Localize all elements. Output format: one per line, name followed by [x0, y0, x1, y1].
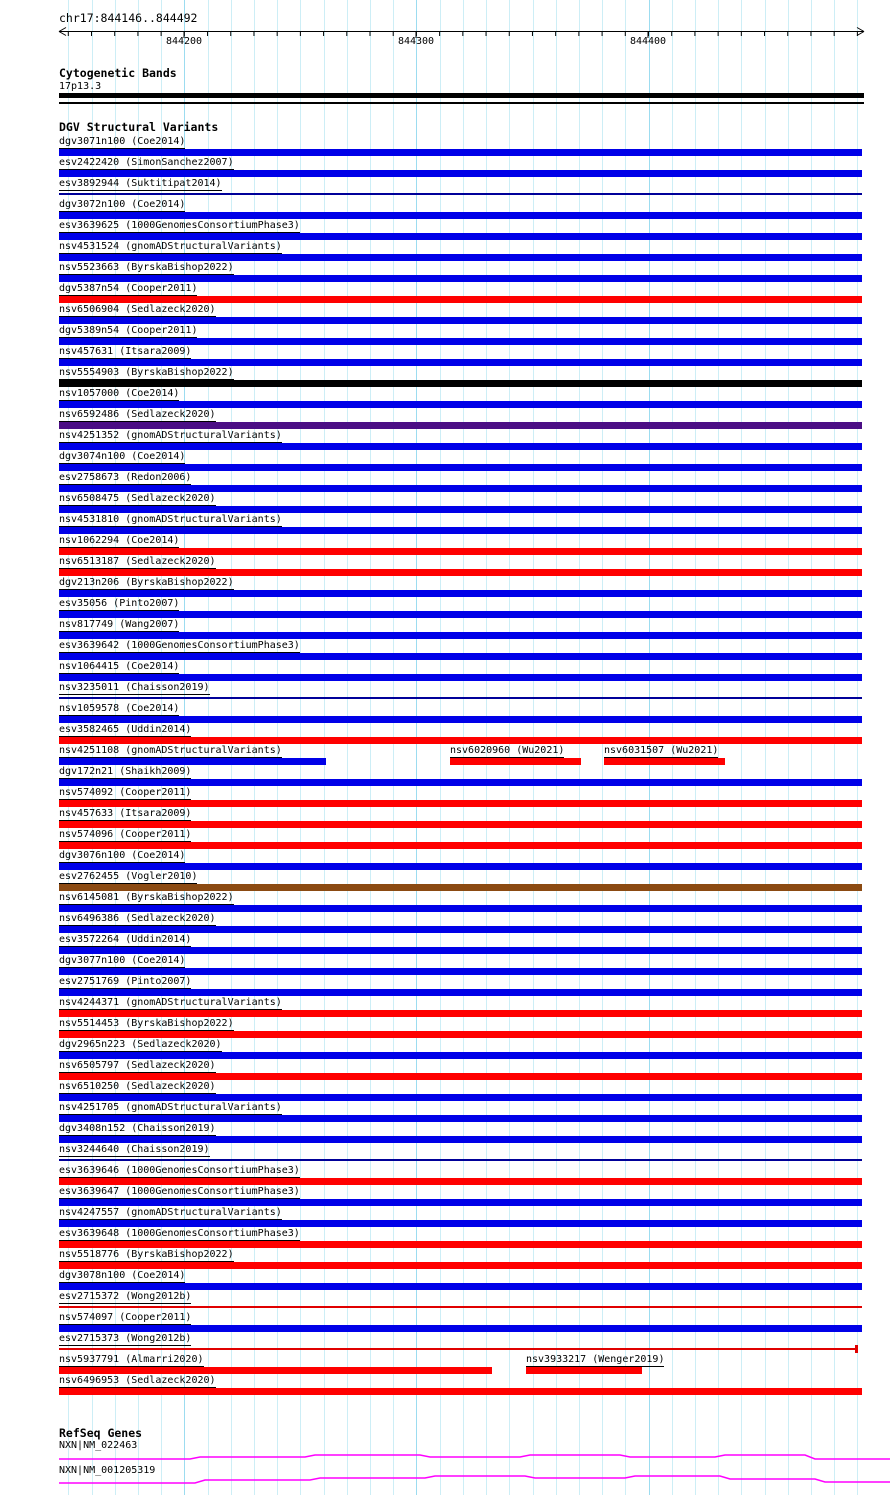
variant-bar[interactable]: [59, 779, 862, 786]
variant-bar[interactable]: [59, 716, 862, 723]
variant-bar[interactable]: [59, 527, 862, 534]
variant-bar[interactable]: [59, 359, 862, 366]
ruler-tick-label: 844300: [397, 36, 435, 47]
variant-bar[interactable]: [59, 800, 862, 807]
variant-bar[interactable]: [59, 1031, 862, 1038]
variant-bar[interactable]: [59, 989, 862, 996]
variant-label[interactable]: dgv5387n54 (Cooper2011): [59, 283, 198, 294]
variant-label[interactable]: dgv213n206 (ByrskaBishop2022): [59, 577, 234, 588]
variant-bar[interactable]: [59, 548, 862, 555]
variant-bar[interactable]: [59, 317, 862, 324]
variant-bar[interactable]: [59, 947, 862, 954]
variant-bar[interactable]: [59, 193, 862, 195]
variant-label[interactable]: esv35056 (Pinto2007): [59, 598, 180, 609]
variant-bar[interactable]: [59, 611, 862, 618]
variant-bar[interactable]: [526, 1367, 642, 1374]
variant-label[interactable]: nsv5554903 (ByrskaBishop2022): [59, 367, 234, 378]
variant-label[interactable]: nsv3244640 (Chaisson2019): [59, 1144, 210, 1155]
variant-bar[interactable]: [59, 464, 862, 471]
grid-line-minor: [440, 0, 441, 1495]
variant-label[interactable]: nsv5518776 (ByrskaBishop2022): [59, 1249, 234, 1260]
variant-bar[interactable]: [59, 884, 862, 891]
variant-label[interactable]: nsv1062294 (Coe2014): [59, 535, 180, 546]
variant-label[interactable]: nsv1057000 (Coe2014): [59, 388, 180, 399]
variant-bar[interactable]: [59, 842, 862, 849]
variant-label[interactable]: esv2751769 (Pinto2007): [59, 976, 192, 987]
variant-bar[interactable]: [59, 697, 862, 699]
cytoband-underline: [59, 102, 864, 104]
variant-label[interactable]: nsv457633 (Itsara2009): [59, 808, 192, 819]
grid-line-minor: [765, 0, 766, 1495]
variant-label[interactable]: esv3639646 (1000GenomesConsortiumPhase3): [59, 1165, 300, 1176]
variant-label[interactable]: esv3572264 (Uddin2014): [59, 934, 192, 945]
variant-label[interactable]: esv2758673 (Redon2006): [59, 472, 192, 483]
variant-label[interactable]: dgv3077n100 (Coe2014): [59, 955, 186, 966]
grid-line-minor: [300, 0, 301, 1495]
variant-label[interactable]: nsv5937791 (Almarri2020): [59, 1354, 204, 1365]
variant-label[interactable]: dgv5389n54 (Cooper2011): [59, 325, 198, 336]
variant-label[interactable]: nsv6508475 (Sedlazeck2020): [59, 493, 216, 504]
variant-label[interactable]: nsv6020960 (Wu2021): [450, 745, 565, 756]
variant-label[interactable]: dgv3074n100 (Coe2014): [59, 451, 186, 462]
variant-bar[interactable]: [450, 758, 581, 765]
dgv-heading: DGV Structural Variants: [59, 120, 219, 134]
variant-label[interactable]: dgv3072n100 (Coe2014): [59, 199, 186, 210]
variant-label[interactable]: esv3639647 (1000GenomesConsortiumPhase3): [59, 1186, 300, 1197]
variant-label[interactable]: esv3639642 (1000GenomesConsortiumPhase3): [59, 640, 300, 651]
variant-bar[interactable]: [59, 1348, 856, 1350]
variant-label[interactable]: dgv3076n100 (Coe2014): [59, 850, 186, 861]
grid-line-minor: [393, 0, 394, 1495]
variant-bar[interactable]: [59, 926, 862, 933]
grid-line-minor: [602, 0, 603, 1495]
gene-label[interactable]: NXN|NM_001205319: [59, 1465, 156, 1476]
variant-bar[interactable]: [59, 737, 862, 744]
variant-label[interactable]: esv2715372 (Wong2012b): [59, 1291, 192, 1302]
variant-label[interactable]: nsv4247557 (gnomADStructuralVariants): [59, 1207, 282, 1218]
variant-label[interactable]: esv3639648 (1000GenomesConsortiumPhase3): [59, 1228, 300, 1239]
variant-label[interactable]: dgv3071n100 (Coe2014): [59, 136, 186, 147]
variant-label[interactable]: nsv457631 (Itsara2009): [59, 346, 192, 357]
variant-bar[interactable]: [59, 380, 862, 387]
variant-bar[interactable]: [59, 1283, 862, 1290]
variant-bar-endcap: [855, 1345, 858, 1353]
variant-bar[interactable]: [59, 758, 326, 765]
variant-bar[interactable]: [59, 275, 862, 282]
variant-label[interactable]: nsv6505797 (Sedlazeck2020): [59, 1060, 216, 1071]
variant-label[interactable]: esv3639625 (1000GenomesConsortiumPhase3): [59, 220, 300, 231]
variant-label[interactable]: nsv5514453 (ByrskaBishop2022): [59, 1018, 234, 1029]
variant-bar[interactable]: [59, 1052, 862, 1059]
variant-label[interactable]: esv2715373 (Wong2012b): [59, 1333, 192, 1344]
variant-label[interactable]: nsv6496953 (Sedlazeck2020): [59, 1375, 216, 1386]
variant-bar[interactable]: [59, 1136, 862, 1143]
variant-bar[interactable]: [59, 863, 862, 870]
variant-label[interactable]: nsv3933217 (Wenger2019): [526, 1354, 665, 1365]
variant-label[interactable]: nsv5523663 (ByrskaBishop2022): [59, 262, 234, 273]
variant-label[interactable]: esv3582465 (Uddin2014): [59, 724, 192, 735]
grid-line-minor: [347, 0, 348, 1495]
variant-label[interactable]: nsv3235011 (Chaisson2019): [59, 682, 210, 693]
variant-label[interactable]: nsv817749 (Wang2007): [59, 619, 180, 630]
variant-label[interactable]: dgv3078n100 (Coe2014): [59, 1270, 186, 1281]
cytobands-heading: Cytogenetic Bands: [59, 66, 177, 80]
variant-bar[interactable]: [59, 212, 862, 219]
grid-line-minor: [370, 0, 371, 1495]
variant-bar[interactable]: [59, 443, 862, 450]
variant-bar[interactable]: [59, 569, 862, 576]
variant-label[interactable]: dgv2965n223 (Sedlazeck2020): [59, 1039, 222, 1050]
variant-label[interactable]: nsv6510250 (Sedlazeck2020): [59, 1081, 216, 1092]
ruler-tick-label: 844400: [629, 36, 667, 47]
variant-label[interactable]: esv2762455 (Vogler2010): [59, 871, 198, 882]
variant-bar[interactable]: [59, 170, 862, 177]
variant-bar[interactable]: [59, 1306, 862, 1308]
variant-label[interactable]: nsv4251705 (gnomADStructuralVariants): [59, 1102, 282, 1113]
grid-line-minor: [324, 0, 325, 1495]
variant-bar[interactable]: [59, 254, 862, 261]
variant-bar[interactable]: [59, 296, 862, 303]
variant-bar[interactable]: [59, 485, 862, 492]
region-title: chr17:844146..844492: [59, 11, 198, 25]
variant-bar[interactable]: [59, 674, 862, 681]
ruler-axis: [0, 0, 890, 52]
variant-label[interactable]: dgv172n21 (Shaikh2009): [59, 766, 192, 777]
variant-label[interactable]: nsv4531810 (gnomADStructuralVariants): [59, 514, 282, 525]
variant-bar[interactable]: [59, 1220, 862, 1227]
variant-bar[interactable]: [59, 1115, 862, 1122]
variant-bar[interactable]: [59, 1388, 862, 1395]
variant-bar[interactable]: [59, 233, 862, 240]
variant-bar[interactable]: [59, 1159, 862, 1161]
variant-bar[interactable]: [59, 653, 862, 660]
variant-bar[interactable]: [59, 401, 862, 408]
variant-bar[interactable]: [59, 968, 862, 975]
variant-bar[interactable]: [59, 1367, 492, 1374]
variant-bar[interactable]: [59, 422, 862, 429]
variant-label[interactable]: nsv6145081 (ByrskaBishop2022): [59, 892, 234, 903]
grid-line-minor: [579, 0, 580, 1495]
variant-label[interactable]: nsv4251352 (gnomADStructuralVariants): [59, 430, 282, 441]
variant-label[interactable]: nsv4244371 (gnomADStructuralVariants): [59, 997, 282, 1008]
ruler-tick-label: 844200: [165, 36, 203, 47]
variant-label[interactable]: nsv6513187 (Sedlazeck2020): [59, 556, 216, 567]
grid-line-minor: [788, 0, 789, 1495]
grid-line-minor: [741, 0, 742, 1495]
grid-line-minor: [811, 0, 812, 1495]
variant-bar[interactable]: [59, 338, 862, 345]
cytoband-bar[interactable]: [59, 93, 864, 98]
variant-label[interactable]: nsv6592486 (Sedlazeck2020): [59, 409, 216, 420]
variant-label[interactable]: nsv4531524 (gnomADStructuralVariants): [59, 241, 282, 252]
variant-label[interactable]: nsv1064415 (Coe2014): [59, 661, 180, 672]
variant-bar[interactable]: [59, 1262, 862, 1269]
gene-label[interactable]: NXN|NM_022463: [59, 1440, 138, 1451]
variant-label[interactable]: nsv574096 (Cooper2011): [59, 829, 192, 840]
variant-label[interactable]: nsv1059578 (Coe2014): [59, 703, 180, 714]
variant-label[interactable]: esv3892944 (Suktitipat2014): [59, 178, 222, 189]
variant-label[interactable]: nsv574097 (Cooper2011): [59, 1312, 192, 1323]
variant-bar[interactable]: [59, 590, 862, 597]
variant-label[interactable]: esv2422420 (SimonSanchez2007): [59, 157, 234, 168]
grid-line-minor: [857, 0, 858, 1495]
variant-bar[interactable]: [59, 1010, 862, 1017]
variant-bar[interactable]: [604, 758, 725, 765]
variant-bar[interactable]: [59, 149, 862, 156]
variant-bar[interactable]: [59, 1178, 862, 1185]
cytoband-label[interactable]: 17p13.3: [59, 81, 102, 92]
variant-bar[interactable]: [59, 506, 862, 513]
variant-label[interactable]: nsv574092 (Cooper2011): [59, 787, 192, 798]
grid-line-minor: [834, 0, 835, 1495]
variant-bar[interactable]: [59, 1241, 862, 1248]
variant-bar[interactable]: [59, 821, 862, 828]
variant-label[interactable]: nsv4251108 (gnomADStructuralVariants): [59, 745, 282, 756]
refseq-heading: RefSeq Genes: [59, 1426, 143, 1440]
variant-label[interactable]: nsv6031507 (Wu2021): [604, 745, 719, 756]
variant-bar[interactable]: [59, 1094, 862, 1101]
variant-label[interactable]: dgv3408n152 (Chaisson2019): [59, 1123, 216, 1134]
variant-bar[interactable]: [59, 1073, 862, 1080]
variant-label[interactable]: nsv6496386 (Sedlazeck2020): [59, 913, 216, 924]
variant-bar[interactable]: [59, 632, 862, 639]
grid-line-major: [416, 0, 417, 1495]
variant-bar[interactable]: [59, 1325, 862, 1332]
variant-bar[interactable]: [59, 1199, 862, 1206]
variant-label[interactable]: nsv6506904 (Sedlazeck2020): [59, 304, 216, 315]
variant-bar[interactable]: [59, 905, 862, 912]
